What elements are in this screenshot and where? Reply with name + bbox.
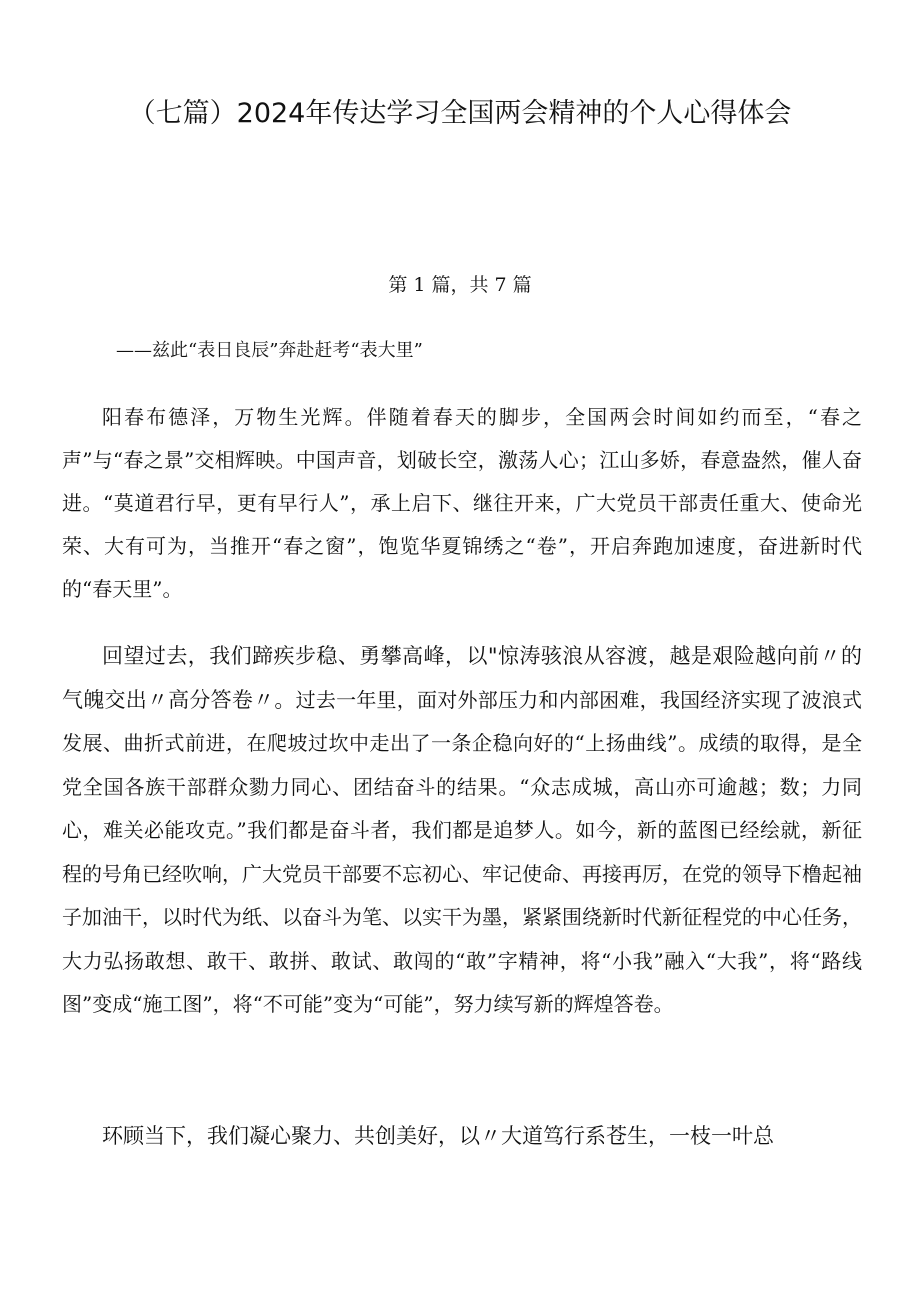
dedication-line: ——兹此“表日良辰”奔赴赶考“表大里” [116,340,423,361]
paragraph-lead: 环顾当下，我们凝心聚力、共创美好，以〃大道笃行系苍生，一枝一叶总 [102,1124,774,1148]
paragraph-lead: 回望过去，我们蹄疾步稳、勇攀高峰，以"惊涛骇浪从容渡，越是艰险越向前〃的气魄交出〃高分答卷〃。 [62,644,862,712]
part-indicator: 第 1 篇，共 7 篇 [388,274,532,296]
paragraph-2 [62,635,862,1027]
paragraph-body: 过去一年里，面对外部压力和内部困难，我国经济实现了波浪式发展、曲折式前进，在爬坡过坎中走出了一条企稳向好的“上扬曲线”。成绩的取得，是全党全国各族干部群众勠力同心、团结奋斗的结果。“众志成城，高山亦可逾越；数；力同心，难关必能攻克。”我们都是奋斗者，我们都是追梦人。如今，新的蓝图已经绘就，新征程的号角已经吹响，广大党员干部要不忘初心、牢记使命、再接再厉，在党的领导下橹起袖子加油干，以时代为纸、以奋斗为笔、以实干为墨，紧紧围绕新时代新征程党的中心任务，大力弘扬敢想、敢干、敢拼、敢试、敢闯的“敢”字精神，将“小我”融入“大我”，将“路线图”变成“施工图”，将“不可能”变为“可能”，努力续写新的辉煌答卷。 [62,687,863,1016]
paragraph-3 [62,1118,862,1154]
paragraph-1 [62,396,862,611]
document-title: （七篇）2024年传达学习全国两会精神的个人心得体会 [128,98,792,129]
paragraph-body: 阳春布德泽，万物生光辉。伴随着春天的脚步，全国两会时间如约而至，“春之声”与“春之景”交相辉映。中国声音，划破长空，激荡人心；江山多娇，春意盎然，催人奋进。“莫道君行早，更有早行人”，承上启下、继往开来，广大党员干部责任重大、使命光荣、大有可为，当推开“春之窗”，饱览华夏锦绣之“卷”，开启奔跑加速度，奋进新时代的“春天里”。 [62,405,862,601]
